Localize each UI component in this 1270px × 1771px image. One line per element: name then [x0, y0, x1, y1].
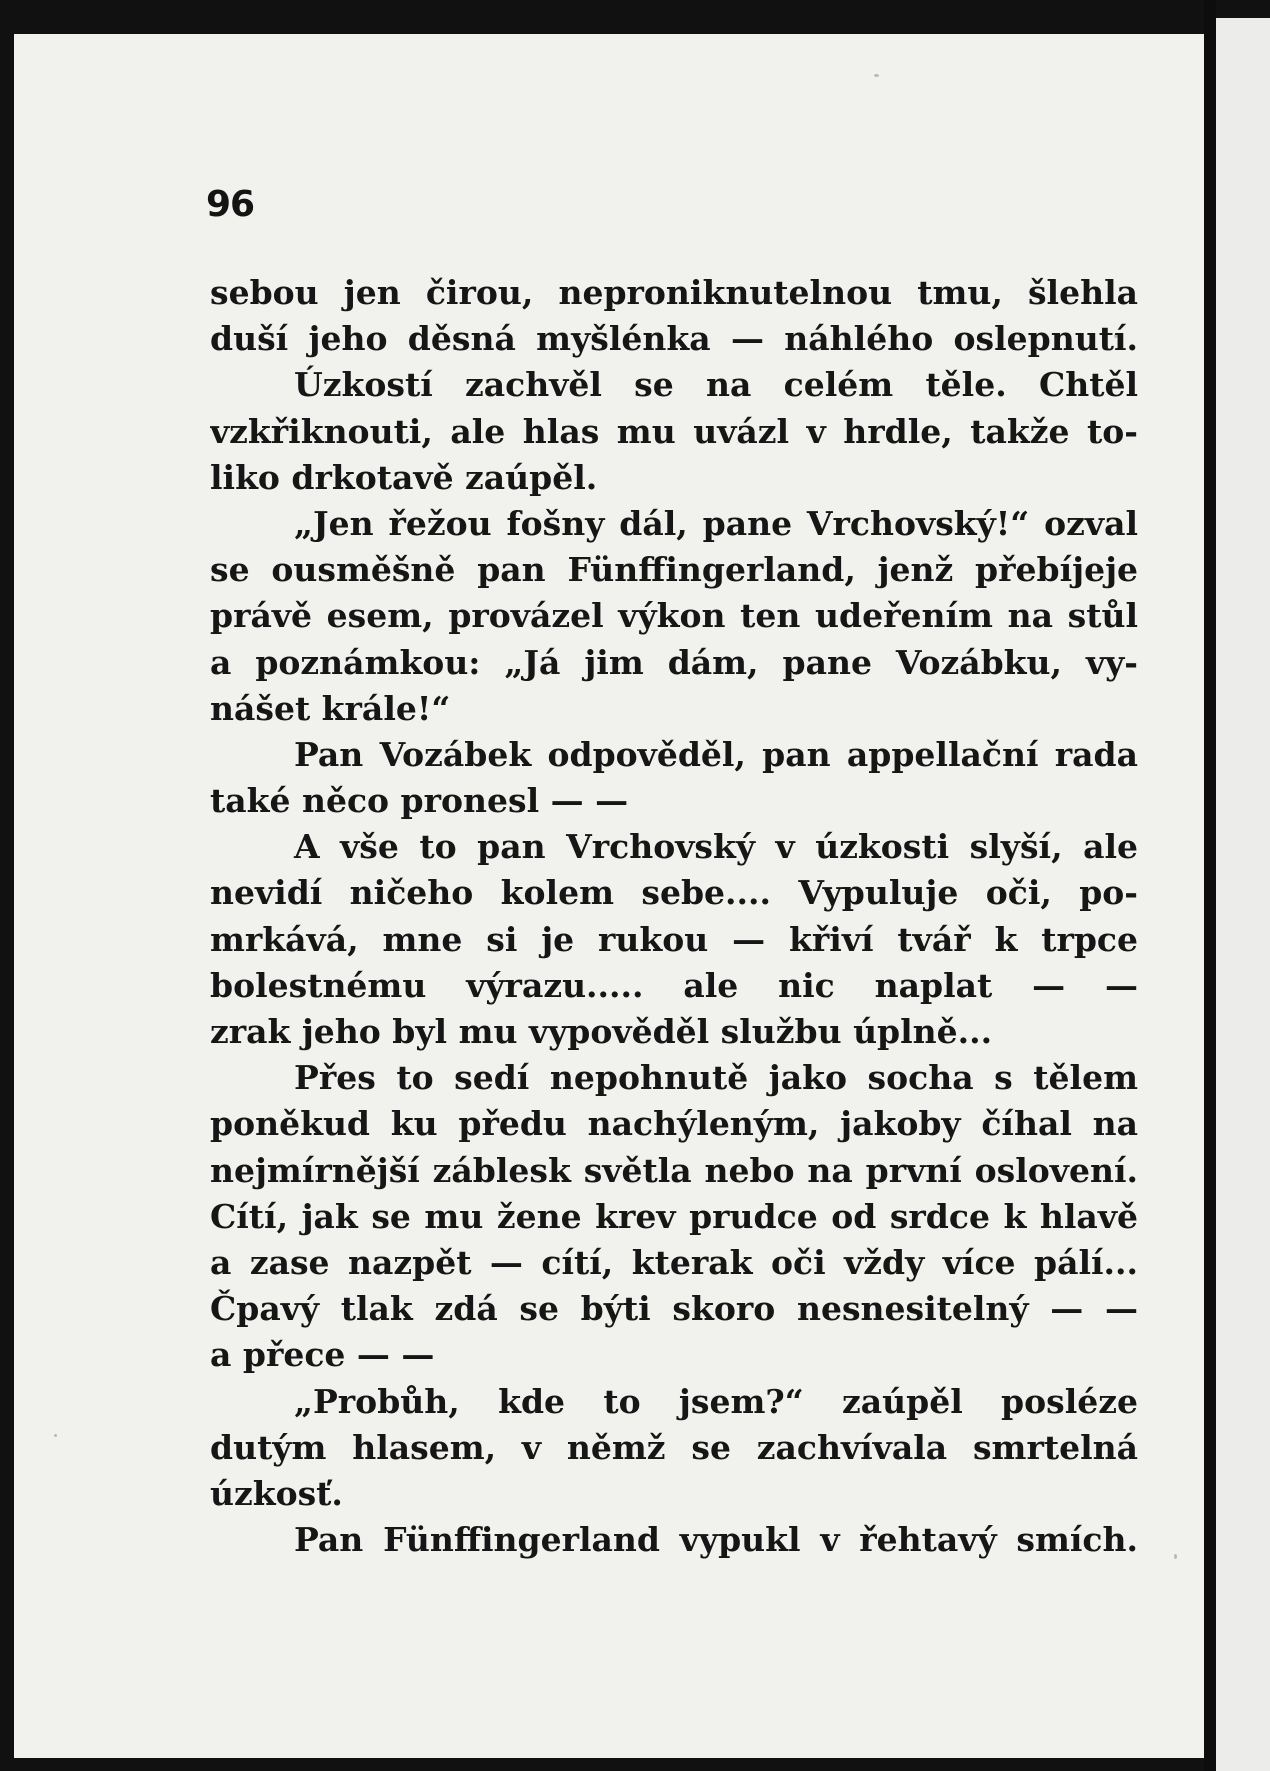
text-line: Cítí, jak se mu žene krev prudce od srdce k hlavě: [210, 1196, 1138, 1236]
text-line: Čpavý tlak zdá se býti skoro nesnesitelný — —: [210, 1289, 1138, 1329]
text-line: sebou jen čirou, neproniknutelnou tmu, šlehla: [210, 273, 1138, 312]
paper-speck: [874, 74, 879, 77]
page-gutter-shadow: [1204, 0, 1216, 1771]
paper-speck: [54, 1434, 57, 1437]
text-line: také něco pronesl — —: [210, 781, 629, 821]
text-line: vzkřiknouti, ale hlas mu uvázl v hrdle, takže to-: [210, 411, 1138, 451]
text-line: dutým hlasem, v němž se zachvívala smrtelná: [210, 1427, 1138, 1467]
text-line: úzkosť.: [210, 1473, 343, 1513]
text-line: právě esem, provázel výkon ten udeřením na stůl: [210, 596, 1138, 636]
text-line: nevidí ničeho kolem sebe.... Vypuluje oči, po-: [210, 873, 1138, 913]
page-number: 96: [206, 184, 255, 225]
text-line: nášet krále!“: [210, 688, 451, 728]
text-line: liko drkotavě zaúpěl.: [210, 457, 598, 497]
text-line: se ousměšně pan Fünffingerland, jenž přebíjeje: [210, 550, 1138, 590]
text-line: A vše to pan Vrchovský v úzkosti slyší, ale: [294, 827, 1138, 867]
text-line: poněkud ku předu nachýleným, jakoby číhal na: [210, 1104, 1138, 1144]
text-line: nejmírnější záblesk světla nebo na první oslovení.: [210, 1150, 1138, 1190]
text-line: a přece — —: [210, 1335, 435, 1375]
text-line: „Jen řežou fošny dál, pane Vrchovský!“ ozval: [294, 503, 1138, 543]
text-line: Přes to sedí nepohnutě jako socha s tělem: [294, 1058, 1138, 1098]
text-line: a poznámkou: „Já jim dám, pane Vozábku, vy-: [210, 642, 1138, 682]
text-line: Úzkostí zachvěl se na celém těle. Chtěl: [294, 365, 1138, 405]
body-text: [210, 270, 1138, 1563]
text-line: Pan Fünffingerland vypukl v řehtavý smích.: [294, 1520, 1138, 1560]
text-line: mrkává, mne si je rukou — křiví tvář k trpce: [210, 919, 1138, 959]
next-page-edge: [1216, 18, 1270, 1771]
text-line: bolestnému výrazu..... ale nic naplat — —: [210, 965, 1138, 1005]
text-line: a zase nazpět — cítí, kterak oči vždy více pálí...: [210, 1242, 1138, 1282]
paper-sheet: [14, 34, 1204, 1758]
paper-speck: [1174, 1554, 1177, 1559]
text-line: „Probůh, kde to jsem?“ zaúpěl posléze: [294, 1381, 1138, 1421]
text-line: duší jeho děsná myšlénka — náhlého oslepnutí.: [210, 319, 1138, 359]
text-line: Pan Vozábek odpověděl, pan appellační rada: [294, 734, 1138, 774]
text-line: zrak jeho byl mu vypověděl službu úplně...: [210, 1012, 993, 1051]
